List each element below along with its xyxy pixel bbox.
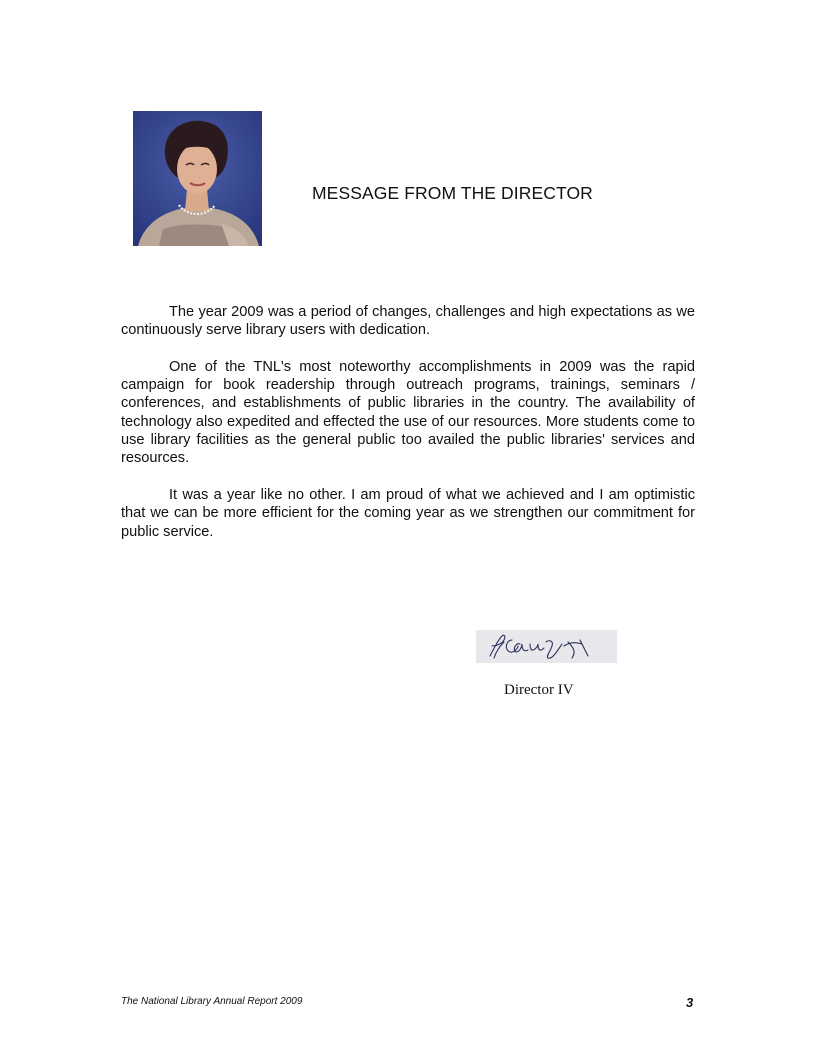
page-number: 3 [686, 995, 694, 1010]
page-title: MESSAGE FROM THE DIRECTOR [312, 183, 593, 203]
director-signature [476, 630, 617, 663]
signatory-title: Director IV [504, 682, 574, 698]
message-paragraph: One of the TNL's most noteworthy accomplishments in 2009 was the rapid campaign for book readership through outreach programs, trainings, seminars / conferences, and establishments of public libraries in the country. The availability of technology also expedited and effected the use of our resources. More students come to use library facilities as the general public too availed the public libraries' services and resources. [121, 358, 695, 467]
director-portrait [133, 111, 262, 246]
message-body [121, 303, 695, 559]
footer-publication: The National Library Annual Report 2009 [121, 996, 303, 1007]
message-paragraph: It was a year like no other. I am proud of what we achieved and I am optimistic that we can be more efficient for the coming year as we strengthen our commitment for public service. [121, 486, 695, 540]
message-paragraph: The year 2009 was a period of changes, challenges and high expectations as we continuously serve library users with dedication. [121, 304, 695, 339]
